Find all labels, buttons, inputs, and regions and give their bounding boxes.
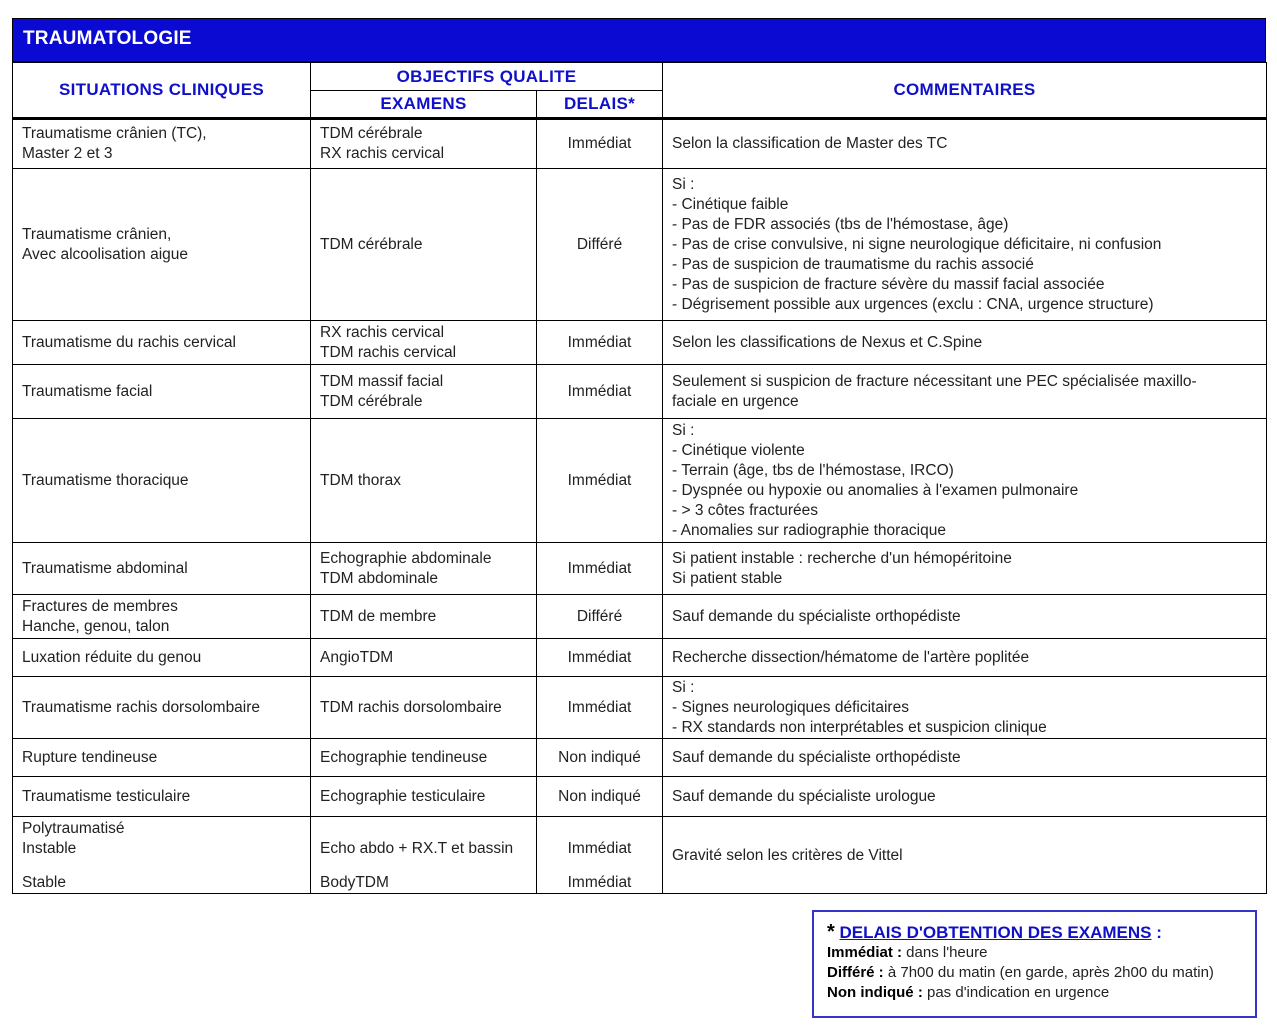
legend-item bbox=[827, 963, 1242, 983]
comment-line: Recherche dissection/hématome de l'artère poplitée bbox=[672, 648, 1030, 666]
comment-line: - RX standards non interprétables et suspicion clinique bbox=[672, 718, 1047, 736]
commentaires-cell bbox=[663, 817, 1267, 894]
delai-line: Immédiat bbox=[567, 333, 632, 351]
examen-line: Echographie tendineuse bbox=[320, 748, 488, 766]
examen-line: RX rachis cervical bbox=[320, 323, 445, 341]
traumatology-table bbox=[12, 62, 1267, 894]
examens-cell bbox=[311, 595, 537, 639]
header-examens: EXAMENS bbox=[311, 91, 537, 119]
table-row bbox=[13, 543, 1267, 595]
examen-line: TDM cérébrale bbox=[320, 235, 423, 253]
situation-cell bbox=[13, 739, 311, 777]
situation-line: Rupture tendineuse bbox=[22, 748, 158, 766]
situation-line: Fractures de membres bbox=[22, 597, 178, 615]
situation-line: Polytraumatisé bbox=[22, 820, 125, 837]
delai-cell bbox=[537, 777, 663, 817]
situation-line: Traumatisme thoracique bbox=[22, 471, 189, 489]
examens-cell bbox=[311, 817, 537, 894]
delai-line: Non indiqué bbox=[558, 787, 641, 805]
situation-line: Instable bbox=[22, 840, 77, 857]
commentaires-cell bbox=[663, 739, 1267, 777]
delai-cell bbox=[537, 169, 663, 321]
comment-line: Selon la classification de Master des TC bbox=[672, 135, 948, 152]
table-row bbox=[13, 365, 1267, 419]
legend-desc: pas d'indication en urgence bbox=[922, 984, 1110, 1001]
comment-line: Sauf demande du spécialiste orthopédiste bbox=[672, 607, 961, 625]
legend-star: * bbox=[827, 921, 835, 943]
commentaires-cell bbox=[663, 543, 1267, 595]
situation-cell bbox=[13, 817, 311, 894]
table-row bbox=[13, 595, 1267, 639]
legend-header bbox=[827, 922, 1242, 943]
comment-line: - Pas de FDR associés (tbs de l'hémostase, âge) bbox=[672, 215, 1009, 233]
delai-cell bbox=[537, 595, 663, 639]
table-row bbox=[13, 639, 1267, 677]
commentaires-cell bbox=[663, 677, 1267, 739]
legend-item bbox=[827, 983, 1242, 1003]
commentaires-cell bbox=[663, 365, 1267, 419]
situation-line: Traumatisme crânien (TC), bbox=[22, 125, 207, 142]
table-row bbox=[13, 321, 1267, 365]
comment-line: Si : bbox=[672, 175, 695, 193]
commentaires-cell bbox=[663, 119, 1267, 169]
examen-line: Echographie testiculaire bbox=[320, 787, 486, 805]
comment-line: Si : bbox=[672, 678, 695, 696]
comment-line: Selon les classifications de Nexus et C.Spine bbox=[672, 333, 983, 351]
delai-line: Immédiat bbox=[567, 471, 632, 489]
situation-cell bbox=[13, 419, 311, 543]
legend-desc: dans l'heure bbox=[902, 944, 988, 961]
examens-cell bbox=[311, 777, 537, 817]
situation-cell bbox=[13, 169, 311, 321]
examens-cell bbox=[311, 677, 537, 739]
comment-line: - Pas de crise convulsive, ni signe neurologique déficitaire, ni confusion bbox=[672, 235, 1162, 253]
examen-line: TDM rachis cervical bbox=[320, 343, 457, 361]
delai-line: Immédiat bbox=[567, 382, 632, 400]
comment-line: - Pas de suspicion de fracture sévère du massif facial associée bbox=[672, 275, 1105, 293]
legend-colon: : bbox=[1151, 923, 1162, 942]
examens-cell bbox=[311, 119, 537, 169]
delai-cell bbox=[537, 739, 663, 777]
comment-line: - Dyspnée ou hypoxie ou anomalies à l'examen pulmonaire bbox=[672, 481, 1079, 499]
header-situations: SITUATIONS CLINIQUES bbox=[13, 63, 311, 119]
delai-cell bbox=[537, 543, 663, 595]
examen-line: TDM abdominale bbox=[320, 569, 439, 587]
comment-line: Sauf demande du spécialiste urologue bbox=[672, 787, 936, 805]
situation-cell bbox=[13, 365, 311, 419]
legend-box bbox=[812, 910, 1257, 1018]
commentaires-cell bbox=[663, 419, 1267, 543]
examen-line: Echographie abdominale bbox=[320, 549, 492, 567]
table-row bbox=[13, 119, 1267, 169]
delai-cell bbox=[537, 817, 663, 894]
situation-line: Traumatisme testiculaire bbox=[22, 787, 191, 805]
examens-cell bbox=[311, 639, 537, 677]
comment-line: Si : bbox=[672, 421, 695, 439]
delai-line: Non indiqué bbox=[558, 748, 641, 766]
situation-cell bbox=[13, 677, 311, 739]
situation-cell bbox=[13, 543, 311, 595]
examen-line: TDM cérébrale bbox=[320, 392, 423, 410]
comment-line: Sauf demande du spécialiste orthopédiste bbox=[672, 748, 961, 766]
page-title: TRAUMATOLOGIE bbox=[23, 28, 192, 49]
examen-line: TDM rachis dorsolombaire bbox=[320, 698, 502, 716]
legend-title: DELAIS D'OBTENTION DES EXAMENS bbox=[839, 923, 1152, 942]
examen-line: TDM cérébrale bbox=[320, 125, 423, 142]
header-commentaires: COMMENTAIRES bbox=[663, 63, 1267, 119]
delai-cell bbox=[537, 677, 663, 739]
legend-term: Différé : bbox=[827, 964, 884, 981]
delai-line: Différé bbox=[576, 607, 623, 625]
comment-line: - Terrain (âge, tbs de l'hémostase, IRCO) bbox=[672, 461, 954, 479]
header-delais: DELAIS* bbox=[537, 91, 663, 119]
delai-line: Immédiat bbox=[567, 648, 632, 666]
situation-line: Traumatisme du rachis cervical bbox=[22, 333, 236, 351]
examen-line: BodyTDM bbox=[320, 874, 389, 891]
commentaires-cell bbox=[663, 169, 1267, 321]
commentaires-cell bbox=[663, 321, 1267, 365]
commentaires-cell bbox=[663, 595, 1267, 639]
situation-line: Traumatisme facial bbox=[22, 382, 153, 400]
examen-line: AngioTDM bbox=[320, 648, 394, 666]
comment-line: Seulement si suspicion de fracture nécessitant une PEC spécialisée maxillo- bbox=[672, 372, 1197, 390]
commentaires-cell bbox=[663, 639, 1267, 677]
legend-term: Non indiqué : bbox=[827, 984, 923, 1001]
table-row bbox=[13, 419, 1267, 543]
examens-cell bbox=[311, 739, 537, 777]
table-row bbox=[13, 677, 1267, 739]
examens-cell bbox=[311, 419, 537, 543]
situation-line: Traumatisme crânien, bbox=[22, 225, 172, 243]
comment-line: - Cinétique violente bbox=[672, 441, 805, 459]
delai-line: Immédiat bbox=[567, 840, 632, 857]
comment-line: - Pas de suspicion de traumatisme du rachis associé bbox=[672, 255, 1034, 273]
delai-line: Immédiat bbox=[567, 698, 632, 716]
delai-line: Immédiat bbox=[567, 874, 632, 891]
delai-line: Immédiat bbox=[567, 135, 632, 152]
comment-line: faciale en urgence bbox=[672, 392, 799, 410]
comment-line: - Signes neurologiques déficitaires bbox=[672, 698, 909, 716]
delai-cell bbox=[537, 365, 663, 419]
situation-line: Hanche, genou, talon bbox=[22, 617, 170, 635]
situation-cell bbox=[13, 321, 311, 365]
comment-line: - Anomalies sur radiographie thoracique bbox=[672, 521, 946, 539]
examen-line: TDM de membre bbox=[320, 607, 437, 625]
situation-line: Traumatisme abdominal bbox=[22, 559, 188, 577]
table-row bbox=[13, 777, 1267, 817]
examens-cell bbox=[311, 321, 537, 365]
situation-cell bbox=[13, 595, 311, 639]
situation-line: Stable bbox=[22, 874, 66, 891]
situation-line: Traumatisme rachis dorsolombaire bbox=[22, 698, 261, 716]
examen-line: TDM massif facial bbox=[320, 372, 444, 390]
delai-line: Immédiat bbox=[567, 559, 632, 577]
comment-line: - > 3 côtes fracturées bbox=[672, 501, 819, 519]
examens-cell bbox=[311, 365, 537, 419]
delai-cell bbox=[537, 639, 663, 677]
situation-line: Master 2 et 3 bbox=[22, 145, 113, 162]
table-row bbox=[13, 169, 1267, 321]
examens-cell bbox=[311, 543, 537, 595]
examen-line: Echo abdo + RX.T et bassin bbox=[320, 840, 514, 857]
delai-cell bbox=[537, 119, 663, 169]
examen-line: RX rachis cervical bbox=[320, 145, 445, 162]
delai-cell bbox=[537, 321, 663, 365]
examens-cell bbox=[311, 169, 537, 321]
situation-cell bbox=[13, 119, 311, 169]
comment-line: - Dégrisement possible aux urgences (exclu : CNA, urgence structure) bbox=[672, 295, 1154, 313]
table-row-polytraumatise bbox=[13, 817, 1267, 894]
delai-cell bbox=[537, 419, 663, 543]
legend-desc: à 7h00 du matin (en garde, après 2h00 du matin) bbox=[883, 964, 1214, 981]
comment-line: Si patient stable bbox=[672, 569, 783, 587]
comment-line: Gravité selon les critères de Vittel bbox=[672, 847, 903, 864]
commentaires-cell bbox=[663, 777, 1267, 817]
situation-line: Avec alcoolisation aigue bbox=[22, 245, 189, 263]
comment-line: Si patient instable : recherche d'un hémopéritoine bbox=[672, 549, 1012, 567]
situation-cell bbox=[13, 639, 311, 677]
comment-line: - Cinétique faible bbox=[672, 195, 789, 213]
examen-line: TDM thorax bbox=[320, 471, 401, 489]
situation-line: Luxation réduite du genou bbox=[22, 648, 202, 666]
delai-line: Différé bbox=[576, 235, 623, 253]
title-bar bbox=[12, 18, 1266, 62]
table-row bbox=[13, 739, 1267, 777]
header-objectifs: OBJECTIFS QUALITE bbox=[311, 63, 663, 91]
legend-term: Immédiat : bbox=[827, 944, 903, 961]
situation-cell bbox=[13, 777, 311, 817]
legend-item bbox=[827, 943, 1242, 963]
